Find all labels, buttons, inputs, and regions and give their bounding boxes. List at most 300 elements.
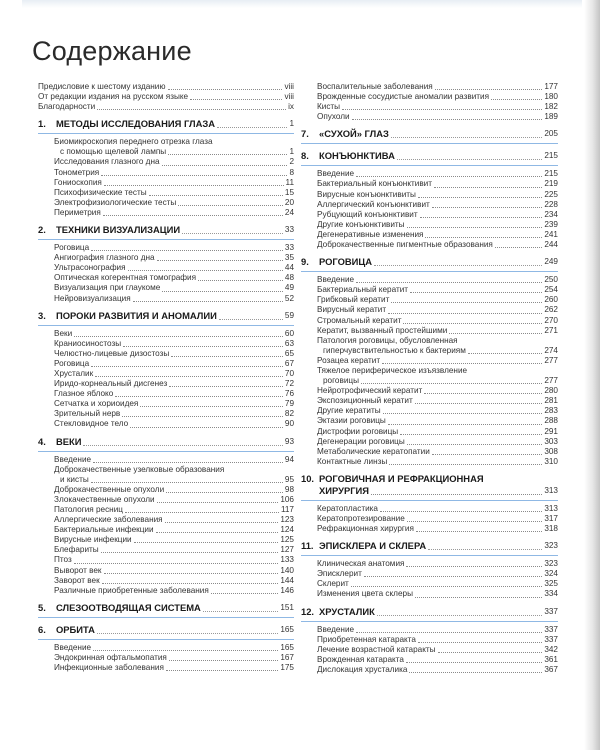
dot-leader xyxy=(434,187,542,188)
toc-entry[interactable] xyxy=(38,198,294,208)
page-number: 323 xyxy=(544,559,558,569)
toc-entry[interactable] xyxy=(301,376,558,386)
toc-entry[interactable] xyxy=(38,283,294,293)
entry-title: Сетчатка и хориоидея xyxy=(54,399,139,409)
toc-entry[interactable] xyxy=(301,316,558,326)
chapter-title: ЭПИСКЛЕРА И СКЛЕРА xyxy=(319,540,427,552)
entry-title: Дегенерации роговицы xyxy=(317,436,405,446)
dot-leader xyxy=(97,109,286,110)
dot-leader xyxy=(157,502,279,503)
toc-entry[interactable] xyxy=(38,505,294,515)
chapter-title: ВЕКИ xyxy=(56,435,82,447)
dot-leader xyxy=(356,632,542,633)
toc-entry[interactable] xyxy=(38,102,294,112)
dot-leader xyxy=(162,291,283,292)
entry-title: Краниосиностозы xyxy=(54,338,122,348)
toc-entry[interactable] xyxy=(301,179,558,189)
entry-title: Аллергические заболевания xyxy=(54,515,163,525)
page-number: 125 xyxy=(280,535,294,545)
chapter-title: ТЕХНИКИ ВИЗУАЛИЗАЦИИ xyxy=(56,224,181,236)
page-number: 274 xyxy=(544,345,558,355)
page-number: 225 xyxy=(544,189,558,199)
page-number: 291 xyxy=(544,426,558,436)
page-number: 76 xyxy=(284,389,294,399)
entry-title: Нейровизуализация xyxy=(54,293,131,303)
dot-leader xyxy=(383,413,543,414)
entry-title: Метаболические кератопатии xyxy=(317,446,430,456)
entry-title: Благодарности xyxy=(38,102,96,112)
toc-entry[interactable] xyxy=(301,210,558,220)
chapter-heading[interactable] xyxy=(301,256,558,272)
toc-entry[interactable] xyxy=(301,635,558,645)
page-number: 215 xyxy=(544,169,558,179)
page-number: 313 xyxy=(544,485,558,495)
dot-leader xyxy=(95,376,283,377)
page-number: 277 xyxy=(544,376,558,386)
page-number: 219 xyxy=(544,179,558,189)
page-number: 82 xyxy=(284,409,294,419)
toc-entry[interactable] xyxy=(38,643,294,653)
toc-entry[interactable] xyxy=(38,566,294,576)
chapter-number: 12. xyxy=(301,605,315,617)
entry-title: Визуализация при глаукоме xyxy=(54,283,161,293)
toc-entry[interactable] xyxy=(38,137,294,147)
entry-title: Веки xyxy=(54,328,73,338)
toc-entry[interactable] xyxy=(38,369,294,379)
chapter-entries xyxy=(301,275,558,467)
toc-entry[interactable] xyxy=(301,559,558,569)
entry-title: Дистрофии роговицы xyxy=(317,426,399,436)
dot-leader xyxy=(425,237,542,238)
page-number: viii xyxy=(284,92,294,102)
toc-entry[interactable] xyxy=(301,190,558,200)
chapter-heading[interactable] xyxy=(301,128,558,144)
entry-title: с помощью щелевой лампы xyxy=(60,147,167,157)
dot-leader xyxy=(123,346,283,347)
chapter-heading[interactable] xyxy=(38,118,294,134)
dot-leader xyxy=(101,175,287,176)
toc-entry[interactable] xyxy=(301,102,558,112)
toc-entry[interactable] xyxy=(38,389,294,399)
chapter-heading[interactable] xyxy=(38,224,294,240)
entry-title: Блефариты xyxy=(54,545,99,555)
entry-title: Эндокринная офтальмопатия xyxy=(54,652,167,662)
entry-title: гиперчувствительностью к бактериям xyxy=(323,345,466,355)
entry-title: Стромальный кератит xyxy=(317,315,402,325)
page-number: 59 xyxy=(284,310,294,320)
toc-entry[interactable] xyxy=(301,240,558,250)
entry-title: Тонометрия xyxy=(54,167,100,177)
chapter-entries xyxy=(301,559,558,599)
toc-entry[interactable] xyxy=(38,485,294,495)
page-number: 49 xyxy=(284,283,294,293)
entry-title: Периметрия xyxy=(54,207,101,217)
chapter-number: 1. xyxy=(38,118,46,130)
page-number: 146 xyxy=(280,585,294,595)
dot-leader xyxy=(166,492,283,493)
toc-entry[interactable] xyxy=(301,346,558,356)
chapter-title: РОГОВИЧНАЯ И РЕФРАКЦИОННАЯ xyxy=(319,472,484,484)
page-number: 117 xyxy=(280,505,294,514)
dot-leader xyxy=(168,89,283,90)
chapter-entries xyxy=(38,643,294,673)
page-number: 205 xyxy=(544,129,558,139)
entry-title: Доброкачественные пигментные образования xyxy=(317,240,493,250)
dot-leader xyxy=(97,633,278,634)
entry-title: Злокачественные опухоли xyxy=(54,494,155,504)
entry-title: Биомикроскопия переднего отрезка глаза xyxy=(54,137,213,147)
toc-entry[interactable] xyxy=(301,524,558,534)
toc-entry[interactable] xyxy=(38,653,294,663)
toc-entry[interactable] xyxy=(301,200,558,210)
dot-leader xyxy=(424,393,542,394)
toc-entry[interactable] xyxy=(301,645,558,655)
toc-entry[interactable] xyxy=(38,576,294,586)
entry-title: Доброкачественные узелковые образования xyxy=(54,464,225,474)
page-number: 288 xyxy=(544,416,558,426)
toc-entry[interactable] xyxy=(38,663,294,673)
page-number: 241 xyxy=(544,229,558,239)
entry-title: Введение xyxy=(317,169,355,179)
page-number: 281 xyxy=(544,396,558,406)
toc-entry[interactable] xyxy=(38,92,294,102)
entry-title: Приобретенная катаракта xyxy=(317,634,416,644)
chapter-number: 4. xyxy=(38,435,46,447)
toc-entry[interactable] xyxy=(301,457,558,467)
toc-entry[interactable] xyxy=(301,396,558,406)
toc-entry[interactable] xyxy=(38,253,294,263)
toc-entry[interactable] xyxy=(38,419,294,429)
dot-leader xyxy=(104,185,284,186)
dot-leader xyxy=(406,566,542,567)
dot-leader xyxy=(130,427,283,428)
page-number: ix xyxy=(288,102,294,112)
entry-title: Грибковый кератит xyxy=(317,295,390,305)
dot-leader xyxy=(351,586,543,587)
dot-leader xyxy=(356,282,542,283)
chapter-heading[interactable] xyxy=(301,540,558,556)
toc-entry[interactable] xyxy=(301,447,558,457)
chapter-number: 11. xyxy=(301,540,314,552)
page-number: 24 xyxy=(284,207,294,217)
page-number: 180 xyxy=(544,92,558,102)
dot-leader xyxy=(162,165,288,166)
toc-entry[interactable] xyxy=(38,399,294,409)
dot-leader xyxy=(103,215,283,216)
page-number: 262 xyxy=(544,305,558,315)
toc-entry[interactable] xyxy=(301,416,558,426)
entry-title: Психофизические тесты xyxy=(54,187,147,197)
toc-entry[interactable] xyxy=(38,545,294,555)
dot-leader xyxy=(101,552,279,553)
toc-entry[interactable] xyxy=(38,178,294,188)
toc-entry[interactable] xyxy=(38,586,294,596)
page-number: 308 xyxy=(544,446,558,456)
toc-entry[interactable] xyxy=(38,82,294,92)
entry-title: Различные приобретенные заболевания xyxy=(54,585,209,595)
page-number: 270 xyxy=(544,315,558,325)
toc-entry[interactable] xyxy=(301,169,558,179)
page-number: 1 xyxy=(289,147,294,157)
dot-leader xyxy=(166,670,278,671)
toc-entry[interactable] xyxy=(301,665,558,675)
page-number: 65 xyxy=(284,348,294,358)
toc-entry[interactable] xyxy=(38,379,294,389)
entry-title: Бактериальный конъюнктивит xyxy=(317,179,432,189)
toc-entry[interactable] xyxy=(38,515,294,525)
toc-entry[interactable] xyxy=(38,525,294,535)
chapter-heading[interactable] xyxy=(301,606,558,622)
chapter-entries xyxy=(301,625,558,675)
toc-entry[interactable] xyxy=(301,285,558,295)
chapter-title: ПОРОКИ РАЗВИТИЯ И АНОМАЛИИ xyxy=(56,309,217,321)
toc-entry[interactable] xyxy=(301,295,558,305)
chapter-heading[interactable] xyxy=(301,150,558,166)
entry-title: Роговица xyxy=(54,358,90,368)
dot-leader xyxy=(133,301,283,302)
dot-leader xyxy=(356,176,542,177)
toc-entry[interactable] xyxy=(38,465,294,475)
dot-leader xyxy=(491,99,542,100)
page-number: 325 xyxy=(544,579,558,589)
toc-entry[interactable] xyxy=(301,504,558,514)
dot-leader xyxy=(438,652,543,653)
dot-leader xyxy=(364,576,542,577)
dot-leader xyxy=(428,549,542,550)
toc-entry[interactable] xyxy=(301,437,558,447)
toc-entry[interactable] xyxy=(38,243,294,253)
dot-leader xyxy=(203,611,279,612)
toc-entry[interactable] xyxy=(38,157,294,167)
entry-title: Введение xyxy=(317,624,355,634)
dot-leader xyxy=(93,462,283,463)
toc-entry[interactable] xyxy=(301,386,558,396)
entry-title: Гониоскопия xyxy=(54,177,102,187)
toc-entry[interactable] xyxy=(38,294,294,304)
entry-title: Патология роговицы, обусловленная xyxy=(317,335,458,345)
page-number: 133 xyxy=(280,555,294,565)
toc-entry[interactable] xyxy=(301,275,558,285)
page-number: 250 xyxy=(544,275,558,285)
dot-leader xyxy=(149,195,283,196)
chapter-number: 5. xyxy=(38,601,46,613)
dot-leader xyxy=(156,532,279,533)
page-number: 280 xyxy=(544,386,558,396)
dot-leader xyxy=(407,521,543,522)
entry-title: Иридо-корнеальный дисгенез xyxy=(54,379,168,389)
entry-title: Челюстно-лицевые дизостозы xyxy=(54,348,170,358)
entry-title: Клиническая анатомия xyxy=(317,559,405,569)
dot-leader xyxy=(391,137,542,138)
toc-entry[interactable] xyxy=(38,263,294,273)
toc-entry[interactable] xyxy=(301,112,558,122)
toc-entry[interactable] xyxy=(38,349,294,359)
chapter-title: ХРУСТАЛИК xyxy=(319,605,375,617)
page-number: 70 xyxy=(284,368,294,378)
dot-leader xyxy=(407,444,543,445)
page-number: 337 xyxy=(544,634,558,644)
entry-title: Инфекционные заболевания xyxy=(54,663,164,673)
chapter-entries xyxy=(38,243,294,304)
toc-entry[interactable] xyxy=(38,188,294,198)
entry-title: Птоз xyxy=(54,555,72,565)
dot-leader xyxy=(407,227,543,228)
dot-leader xyxy=(468,353,542,354)
dot-leader xyxy=(432,207,543,208)
entry-title: Бактериальные инфекции xyxy=(54,525,154,535)
page-number: 79 xyxy=(284,399,294,409)
toc-entry[interactable] xyxy=(301,326,558,336)
dot-leader xyxy=(418,642,542,643)
entry-title: Контактные линзы xyxy=(317,456,388,466)
entry-title: роговицы xyxy=(323,376,359,386)
page-number: 90 xyxy=(284,419,294,429)
entry-title: Врожденная катаракта xyxy=(317,654,404,664)
entry-title: Глазное яблоко xyxy=(54,389,114,399)
toc-entry[interactable] xyxy=(301,336,558,346)
toc-entry[interactable] xyxy=(301,220,558,230)
page-number: 324 xyxy=(544,569,558,579)
chapter-entries xyxy=(301,169,558,250)
dot-leader xyxy=(74,563,279,564)
toc-entry[interactable] xyxy=(38,273,294,283)
chapter-title-line xyxy=(301,473,558,485)
chapter-title: СЛЕЗООТВОДЯЩАЯ СИСТЕМА xyxy=(56,601,201,613)
chapter-heading[interactable] xyxy=(301,473,558,501)
toc-entry[interactable] xyxy=(301,82,558,92)
page-number: 342 xyxy=(544,644,558,654)
dot-leader xyxy=(219,319,283,320)
page-number: 239 xyxy=(544,219,558,229)
dot-leader xyxy=(409,672,542,673)
page-number: 182 xyxy=(544,102,558,112)
toc-entry[interactable] xyxy=(38,409,294,419)
entry-title: Дегенеративные изменения xyxy=(317,229,424,239)
page-number: 140 xyxy=(280,565,294,575)
toc-entry[interactable] xyxy=(38,475,294,485)
toc-entry[interactable] xyxy=(38,147,294,157)
toc-entry[interactable] xyxy=(301,579,558,589)
toc-right-column xyxy=(301,82,558,678)
toc-entry[interactable] xyxy=(301,366,558,376)
chapter-title: «СУХОЙ» ГЛАЗ xyxy=(319,128,389,140)
dot-leader xyxy=(134,542,279,543)
toc-entry[interactable] xyxy=(301,589,558,599)
dot-leader xyxy=(140,406,283,407)
chapter-entries xyxy=(38,137,294,218)
page-number: 63 xyxy=(284,338,294,348)
toc-entry[interactable] xyxy=(38,168,294,178)
toc-entry[interactable] xyxy=(38,329,294,339)
toc-left-column xyxy=(38,82,294,676)
page-number: 60 xyxy=(284,328,294,338)
toc-entry[interactable] xyxy=(301,305,558,315)
toc-entry[interactable] xyxy=(38,495,294,505)
page-number: 367 xyxy=(544,664,558,674)
chapter-heading[interactable] xyxy=(38,310,294,326)
entry-title: Заворот век xyxy=(54,575,100,585)
entry-title: Исследования глазного дна xyxy=(54,157,160,167)
page-number: 337 xyxy=(544,606,558,616)
dot-leader xyxy=(128,270,283,271)
front-matter xyxy=(38,82,294,112)
dot-leader xyxy=(371,494,542,495)
chapter-number: 2. xyxy=(38,224,46,236)
entry-title: Вирусный кератит xyxy=(317,305,387,315)
toc-entry[interactable] xyxy=(38,359,294,369)
page-number: 98 xyxy=(284,484,294,494)
entry-title: Лечение возрастной катаракты xyxy=(317,644,436,654)
entry-title: Роговица xyxy=(54,243,90,253)
dot-leader xyxy=(93,650,278,651)
dot-leader xyxy=(415,403,543,404)
toc-entry[interactable] xyxy=(301,514,558,524)
dot-leader xyxy=(352,119,543,120)
dot-leader xyxy=(432,454,543,455)
dot-leader xyxy=(178,205,283,206)
page-number: 2 xyxy=(289,157,294,167)
page-number: 124 xyxy=(280,525,294,535)
toc-entry[interactable] xyxy=(301,230,558,240)
dot-leader xyxy=(74,336,283,337)
dot-leader xyxy=(83,445,282,446)
entry-title: Стекловидное тело xyxy=(54,419,129,429)
toc-entry[interactable] xyxy=(38,535,294,545)
toc-entry[interactable] xyxy=(301,655,558,665)
page-number: 337 xyxy=(544,624,558,634)
entry-title: Вирусные инфекции xyxy=(54,535,132,545)
toc-entry[interactable] xyxy=(38,455,294,465)
toc-entry[interactable] xyxy=(301,427,558,437)
entry-title: Нейротрофический кератит xyxy=(317,386,423,396)
page-number: 151 xyxy=(280,602,294,612)
chapter-heading[interactable] xyxy=(38,624,294,640)
entry-title: Кисты xyxy=(317,102,341,112)
toc-entry[interactable] xyxy=(301,569,558,579)
toc-entry[interactable] xyxy=(301,92,558,102)
toc-entry[interactable] xyxy=(301,406,558,416)
entry-title: Патология ресниц xyxy=(54,505,123,514)
chapter-number: 3. xyxy=(38,309,46,321)
entry-title: Склерит xyxy=(317,579,349,589)
entry-title: Розацеа кератит xyxy=(317,355,381,365)
dot-leader xyxy=(374,265,542,266)
chapter-heading[interactable] xyxy=(38,436,294,452)
page-number: 94 xyxy=(284,454,294,464)
chapter-entries xyxy=(38,455,294,596)
entry-title: Дислокация хрусталика xyxy=(317,664,408,674)
page-number: 271 xyxy=(544,325,558,335)
toc-entry[interactable] xyxy=(301,625,558,635)
page-number: 215 xyxy=(544,151,558,161)
page-number: 283 xyxy=(544,406,558,416)
dot-leader xyxy=(217,127,287,128)
entry-title: и кисты xyxy=(60,474,89,484)
toc-entry[interactable] xyxy=(38,339,294,349)
chapter-number: 7. xyxy=(301,128,309,140)
page-number: 361 xyxy=(544,654,558,664)
dot-leader xyxy=(342,109,542,110)
chapter-heading[interactable] xyxy=(38,602,294,618)
entry-title: Бактериальный кератит xyxy=(317,285,409,295)
toc-entry[interactable] xyxy=(38,555,294,565)
page-number: 1 xyxy=(289,119,294,129)
dot-leader xyxy=(406,662,542,663)
toc-entry[interactable] xyxy=(38,208,294,218)
toc-entry[interactable] xyxy=(301,356,558,366)
chapter-title: РОГОВИЦА xyxy=(319,256,373,268)
entry-title: Экспозиционный кератит xyxy=(317,396,413,406)
